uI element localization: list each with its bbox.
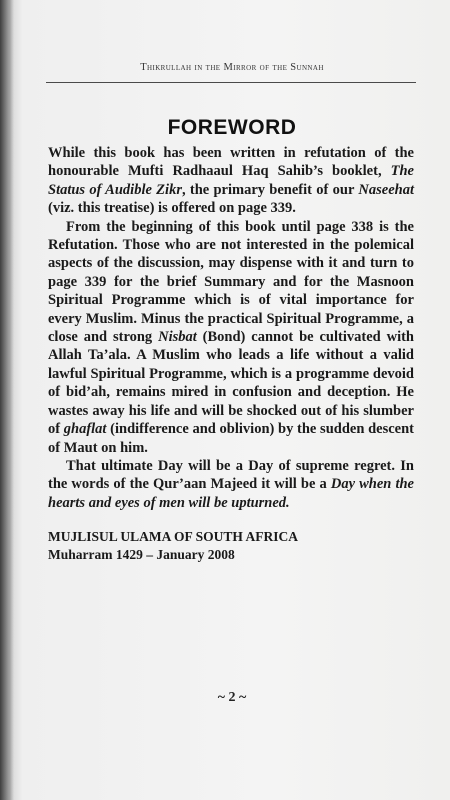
italic-term: ghaflat — [63, 421, 107, 438]
text-run: (indifference and oblivion) by the sudden descent of Maut on him. — [48, 421, 414, 456]
text-run: That ultimate Day will be a Day of supreme regret. In the words of the Qur’aan Majeed it will be a — [48, 457, 414, 493]
italic-term: Naseehat — [358, 181, 414, 198]
text-run: From the beginning of this book until page 338 is the Refutation. Those who are not interested in the polemical aspects of the discussion, may dispense with it and turn to page 339 for the brief Summary and for the Masnoon Spiritual Programme which is of vital importance for every Muslim. Minus the practical Spiritual Programme, a close and strong — [48, 218, 414, 346]
signature-block — [48, 528, 414, 564]
paragraph-2 — [48, 218, 414, 457]
book-page — [14, 0, 450, 800]
paragraph-3 — [48, 457, 414, 512]
page-title: FOREWORD — [167, 116, 297, 139]
running-head: Thikrullah in the Mirror of the Sunnah — [140, 62, 324, 73]
text-run: While this book has been written in refutation of the honourable Mufti Radhaaul Haq Sahib’s booklet, — [48, 145, 414, 180]
foreword-body — [48, 144, 414, 512]
booklet-title: The Status of Audible Zikr — [48, 163, 414, 198]
text-run: (viz. this treatise) is offered on page 339. — [48, 200, 296, 217]
quran-quote: Day when the hearts and eyes of men will be upturned. — [48, 476, 414, 511]
italic-term: Nisbat — [158, 329, 197, 346]
signature-org: MUJLISUL ULAMA OF SOUTH AFRICA — [48, 529, 299, 544]
page-number: ~ 2 ~ — [217, 690, 247, 705]
page-gutter-shadow — [0, 0, 14, 800]
header-rule — [46, 82, 416, 83]
signature-date: Muharram 1429 – January 2008 — [48, 547, 235, 562]
text-run: (Bond) cannot be cultivated with Allah Ta’ala. A Muslim who leads a life without a valid lawful Spiritual Programme, which is a programme devoid of bid’ah, remains mired in confusion and deception. He wastes away his life and will be shocked out of his slumber of — [48, 329, 414, 438]
paragraph-1 — [48, 144, 414, 218]
text-run: , the primary benefit of our — [181, 181, 359, 198]
